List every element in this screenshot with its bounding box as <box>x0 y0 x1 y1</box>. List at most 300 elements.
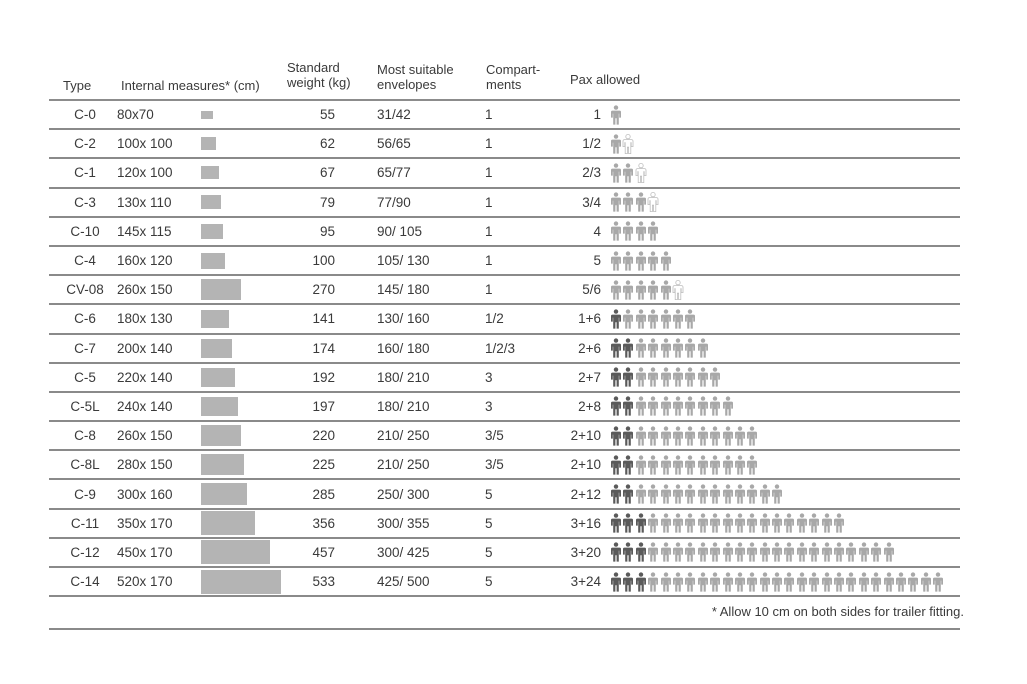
passenger-person-icon <box>771 542 783 562</box>
cell-size-box <box>201 451 291 478</box>
passenger-person-icon <box>684 572 696 592</box>
passenger-person-icon <box>808 542 820 562</box>
passenger-person-icon <box>771 572 783 592</box>
cell-internal-measures: 300x 160 <box>117 486 173 502</box>
passenger-person-icon <box>697 455 709 475</box>
cell-pax-allowed: 2+10 <box>570 457 601 473</box>
cell-compartments: 1/2/3 <box>485 340 516 356</box>
cell-size-box <box>201 480 291 507</box>
passenger-person-icon <box>672 572 684 592</box>
cell-standard-weight: 192 <box>312 369 335 385</box>
passenger-person-icon <box>759 484 771 504</box>
cell-type: C-5 <box>74 369 96 385</box>
passenger-person-icon <box>821 542 833 562</box>
cell-type: C-8L <box>70 457 100 473</box>
cell-standard-weight: 79 <box>319 194 335 210</box>
crew-person-icon <box>622 572 634 592</box>
passenger-person-icon <box>647 426 659 446</box>
table-row <box>49 101 960 130</box>
cell-standard-weight: 67 <box>319 165 335 181</box>
passenger-person-icon <box>734 542 746 562</box>
passenger-person-icon <box>660 426 672 446</box>
cell-compartments: 5 <box>485 574 493 590</box>
cell-standard-weight: 225 <box>312 457 335 473</box>
passenger-person-icon <box>647 396 659 416</box>
passenger-person-icon <box>635 367 647 387</box>
cell-type: C-6 <box>74 311 96 327</box>
size-indicator-box <box>201 253 225 269</box>
passenger-person-icon <box>610 163 622 183</box>
passenger-person-icon <box>660 455 672 475</box>
passenger-person-icon <box>647 367 659 387</box>
passenger-person-icon <box>610 280 622 300</box>
cell-envelopes: 180/ 210 <box>377 369 430 385</box>
header-pax-allowed: Pax allowed <box>570 72 641 87</box>
passenger-person-icon <box>833 542 845 562</box>
passenger-person-icon <box>709 367 721 387</box>
passenger-person-icon <box>759 513 771 533</box>
passenger-person-icon <box>845 572 857 592</box>
cell-internal-measures: 100x 100 <box>117 136 173 152</box>
cell-pax-allowed: 1 <box>593 107 601 123</box>
passenger-person-icon <box>821 513 833 533</box>
cell-internal-measures: 450x 170 <box>117 544 173 560</box>
passenger-person-icon <box>845 542 857 562</box>
crew-person-icon <box>622 542 634 562</box>
cell-pax-icons <box>610 364 970 391</box>
cell-size-box <box>201 130 291 157</box>
passenger-person-icon <box>672 309 684 329</box>
cell-internal-measures: 260x 150 <box>117 428 173 444</box>
cell-standard-weight: 174 <box>312 340 335 356</box>
crew-person-icon <box>622 396 634 416</box>
passenger-person-icon <box>709 572 721 592</box>
passenger-person-icon <box>833 513 845 533</box>
passenger-person-icon <box>647 309 659 329</box>
size-indicator-box <box>201 166 219 179</box>
passenger-person-icon <box>647 542 659 562</box>
cell-size-box <box>201 364 291 391</box>
passenger-person-icon <box>660 396 672 416</box>
cell-pax-allowed: 3+24 <box>570 574 601 590</box>
size-indicator-box <box>201 111 213 119</box>
table-row <box>49 393 960 422</box>
size-indicator-box <box>201 310 229 328</box>
passenger-person-icon <box>622 309 634 329</box>
passenger-person-icon <box>734 513 746 533</box>
crew-person-icon <box>610 542 622 562</box>
cell-standard-weight: 457 <box>312 544 335 560</box>
cell-compartments: 1 <box>485 253 493 269</box>
passenger-person-icon <box>697 338 709 358</box>
passenger-person-icon <box>783 513 795 533</box>
passenger-person-icon <box>697 542 709 562</box>
passenger-person-icon <box>907 572 919 592</box>
cell-envelopes: 210/ 250 <box>377 428 430 444</box>
size-indicator-box <box>201 368 235 387</box>
cell-standard-weight: 95 <box>319 223 335 239</box>
crew-person-icon <box>622 513 634 533</box>
cell-pax-icons <box>610 130 970 157</box>
table-body <box>49 101 960 597</box>
cell-envelopes: 210/ 250 <box>377 457 430 473</box>
cell-pax-icons <box>610 335 970 362</box>
cell-internal-measures: 80x70 <box>117 107 154 123</box>
passenger-person-icon <box>746 513 758 533</box>
cell-internal-measures: 130x 110 <box>117 194 172 210</box>
passenger-person-icon <box>746 426 758 446</box>
table-row <box>49 335 960 364</box>
passenger-person-icon <box>833 572 845 592</box>
cell-internal-measures: 350x 170 <box>117 515 173 531</box>
cell-size-box <box>201 539 291 566</box>
size-indicator-box <box>201 425 241 446</box>
passenger-person-icon <box>796 572 808 592</box>
passenger-person-icon <box>647 280 659 300</box>
cell-type: C-9 <box>74 486 96 502</box>
cell-type: C-7 <box>74 340 96 356</box>
passenger-person-icon <box>895 572 907 592</box>
passenger-person-icon <box>722 513 734 533</box>
cell-size-box <box>201 568 291 595</box>
passenger-person-icon <box>672 484 684 504</box>
passenger-person-icon <box>610 251 622 271</box>
cell-standard-weight: 62 <box>319 136 335 152</box>
cell-type: C-14 <box>70 574 100 590</box>
passenger-person-icon <box>709 542 721 562</box>
size-indicator-box <box>201 279 241 300</box>
cell-compartments: 3 <box>485 369 493 385</box>
cell-size-box <box>201 159 291 186</box>
passenger-person-icon <box>684 542 696 562</box>
passenger-person-icon <box>635 192 647 212</box>
passenger-person-icon <box>660 513 672 533</box>
passenger-person-icon <box>672 426 684 446</box>
footnote: * Allow 10 cm on both sides for trailer fitting. <box>711 604 964 620</box>
table-row <box>49 364 960 393</box>
cell-compartments: 3/5 <box>485 428 504 444</box>
passenger-person-icon <box>647 572 659 592</box>
cell-envelopes: 425/ 500 <box>377 574 430 590</box>
passenger-person-icon <box>771 484 783 504</box>
crew-person-icon <box>610 426 622 446</box>
table-row <box>49 218 960 247</box>
passenger-person-icon <box>635 221 647 241</box>
crew-person-icon <box>622 484 634 504</box>
table-row <box>49 276 960 305</box>
cell-pax-allowed: 2+8 <box>578 398 601 414</box>
cell-pax-allowed: 5/6 <box>582 282 601 298</box>
cell-internal-measures: 120x 100 <box>117 165 173 181</box>
cell-standard-weight: 270 <box>312 282 335 298</box>
passenger-person-icon <box>783 572 795 592</box>
cell-size-box <box>201 305 291 332</box>
cell-compartments: 3 <box>485 398 493 414</box>
cell-pax-icons <box>610 305 970 332</box>
cell-internal-measures: 160x 120 <box>117 253 173 269</box>
cell-internal-measures: 240x 140 <box>117 398 173 414</box>
passenger-person-icon <box>722 455 734 475</box>
cell-pax-icons <box>610 189 970 216</box>
size-indicator-box <box>201 195 221 209</box>
passenger-person-icon <box>746 572 758 592</box>
crew-person-icon <box>635 513 647 533</box>
passenger-person-icon <box>684 513 696 533</box>
cell-pax-allowed: 2/3 <box>582 165 601 181</box>
table-row <box>49 451 960 480</box>
cell-pax-icons <box>610 218 970 245</box>
passenger-person-icon <box>660 572 672 592</box>
cell-envelopes: 56/65 <box>377 136 411 152</box>
crew-person-icon <box>622 426 634 446</box>
table-row <box>49 480 960 509</box>
passenger-person-icon <box>622 251 634 271</box>
passenger-person-icon <box>796 513 808 533</box>
cell-pax-icons <box>610 510 970 537</box>
cell-pax-allowed: 5 <box>593 253 601 269</box>
cell-type: C-4 <box>74 253 96 269</box>
passenger-person-icon <box>709 396 721 416</box>
passenger-person-icon <box>622 280 634 300</box>
passenger-person-icon <box>808 572 820 592</box>
cell-standard-weight: 141 <box>312 311 335 327</box>
table-row <box>49 247 960 276</box>
passenger-person-icon <box>883 572 895 592</box>
cell-envelopes: 180/ 210 <box>377 398 430 414</box>
passenger-person-icon <box>635 280 647 300</box>
passenger-person-icon <box>635 396 647 416</box>
passenger-person-icon <box>684 338 696 358</box>
cell-envelopes: 300/ 425 <box>377 544 430 560</box>
crew-person-icon <box>635 542 647 562</box>
cell-pax-icons <box>610 276 970 303</box>
table-header <box>49 58 960 101</box>
cell-compartments: 1 <box>485 107 493 123</box>
cell-pax-allowed: 1/2 <box>582 136 601 152</box>
passenger-person-icon <box>858 572 870 592</box>
cell-internal-measures: 200x 140 <box>117 340 173 356</box>
passenger-person-icon <box>734 455 746 475</box>
passenger-person-icon <box>746 484 758 504</box>
header-standard-weight: Standard weight (kg) <box>287 60 351 90</box>
passenger-person-icon <box>870 542 882 562</box>
passenger-person-icon <box>635 455 647 475</box>
cell-compartments: 3/5 <box>485 457 504 473</box>
passenger-person-icon <box>722 542 734 562</box>
passenger-person-icon <box>759 572 771 592</box>
cell-envelopes: 300/ 355 <box>377 515 430 531</box>
passenger-person-icon <box>722 484 734 504</box>
cell-type: C-1 <box>74 165 96 181</box>
passenger-person-icon <box>697 513 709 533</box>
passenger-person-icon <box>709 484 721 504</box>
cell-compartments: 1/2 <box>485 311 504 327</box>
cell-internal-measures: 280x 150 <box>117 457 173 473</box>
crew-person-icon <box>610 484 622 504</box>
cell-pax-icons <box>610 101 970 128</box>
crew-person-icon <box>610 572 622 592</box>
cell-pax-icons <box>610 247 970 274</box>
cell-compartments: 5 <box>485 544 493 560</box>
passenger-person-icon <box>660 338 672 358</box>
crew-person-icon <box>610 455 622 475</box>
crew-person-icon <box>635 572 647 592</box>
passenger-person-icon <box>660 484 672 504</box>
crew-person-icon <box>622 367 634 387</box>
cell-pax-icons <box>610 480 970 507</box>
cell-pax-allowed: 2+10 <box>570 428 601 444</box>
crew-person-icon <box>610 396 622 416</box>
table-row <box>49 510 960 539</box>
table-row <box>49 159 960 188</box>
passenger-person-icon <box>647 221 659 241</box>
cell-pax-icons <box>610 159 970 186</box>
passenger-person-icon <box>709 426 721 446</box>
cell-size-box <box>201 510 291 537</box>
cell-size-box <box>201 189 291 216</box>
passenger-person-icon <box>622 192 634 212</box>
cell-pax-allowed: 1+6 <box>578 311 601 327</box>
passenger-person-icon <box>647 251 659 271</box>
passenger-person-icon <box>932 572 944 592</box>
passenger-person-icon <box>684 426 696 446</box>
cell-envelopes: 130/ 160 <box>377 311 430 327</box>
cell-type: CV-08 <box>66 282 104 298</box>
table-row <box>49 189 960 218</box>
cell-standard-weight: 55 <box>319 107 335 123</box>
optional-person-icon <box>622 134 634 154</box>
cell-type: C-12 <box>70 544 100 560</box>
passenger-person-icon <box>660 280 672 300</box>
passenger-person-icon <box>746 542 758 562</box>
passenger-person-icon <box>672 542 684 562</box>
size-indicator-box <box>201 483 247 505</box>
table-row <box>49 568 960 597</box>
passenger-person-icon <box>684 396 696 416</box>
passenger-person-icon <box>610 221 622 241</box>
passenger-person-icon <box>672 367 684 387</box>
cell-envelopes: 77/90 <box>377 194 411 210</box>
cell-standard-weight: 356 <box>312 515 335 531</box>
table-footer <box>49 597 964 630</box>
cell-type: C-0 <box>74 107 96 123</box>
cell-compartments: 1 <box>485 194 493 210</box>
passenger-person-icon <box>734 572 746 592</box>
cell-pax-allowed: 3/4 <box>582 194 601 210</box>
passenger-person-icon <box>734 426 746 446</box>
cell-pax-icons <box>610 393 970 420</box>
passenger-person-icon <box>746 455 758 475</box>
passenger-person-icon <box>647 455 659 475</box>
passenger-person-icon <box>870 572 882 592</box>
basket-spec-table <box>49 58 964 630</box>
crew-person-icon <box>622 338 634 358</box>
cell-size-box <box>201 101 291 128</box>
passenger-person-icon <box>697 572 709 592</box>
passenger-person-icon <box>709 455 721 475</box>
cell-pax-allowed: 2+7 <box>578 369 601 385</box>
passenger-person-icon <box>796 542 808 562</box>
size-indicator-box <box>201 540 270 564</box>
passenger-person-icon <box>660 542 672 562</box>
cell-pax-icons <box>610 422 970 449</box>
passenger-person-icon <box>635 251 647 271</box>
passenger-person-icon <box>808 513 820 533</box>
passenger-person-icon <box>622 221 634 241</box>
cell-size-box <box>201 422 291 449</box>
cell-standard-weight: 220 <box>312 428 335 444</box>
header-compartments: Compart- ments <box>486 62 541 92</box>
cell-standard-weight: 285 <box>312 486 335 502</box>
cell-pax-allowed: 3+20 <box>570 544 601 560</box>
passenger-person-icon <box>920 572 932 592</box>
cell-envelopes: 31/42 <box>377 107 411 123</box>
cell-envelopes: 105/ 130 <box>377 253 430 269</box>
passenger-person-icon <box>722 572 734 592</box>
table-row <box>49 422 960 451</box>
cell-size-box <box>201 276 291 303</box>
cell-standard-weight: 533 <box>312 574 335 590</box>
cell-pax-allowed: 3+16 <box>570 515 601 531</box>
cell-compartments: 1 <box>485 282 493 298</box>
passenger-person-icon <box>647 338 659 358</box>
passenger-person-icon <box>610 134 622 154</box>
cell-internal-measures: 260x 150 <box>117 282 173 298</box>
size-indicator-box <box>201 511 255 535</box>
size-indicator-box <box>201 224 223 239</box>
cell-size-box <box>201 247 291 274</box>
cell-compartments: 1 <box>485 223 493 239</box>
header-type: Type <box>63 78 92 93</box>
cell-internal-measures: 145x 115 <box>117 223 172 239</box>
passenger-person-icon <box>771 513 783 533</box>
passenger-person-icon <box>672 338 684 358</box>
crew-person-icon <box>610 338 622 358</box>
cell-compartments: 5 <box>485 486 493 502</box>
passenger-person-icon <box>734 484 746 504</box>
header-envelopes: Most suitable envelopes <box>377 62 454 92</box>
size-indicator-box <box>201 137 216 150</box>
table-row <box>49 539 960 568</box>
passenger-person-icon <box>660 309 672 329</box>
table-row <box>49 130 960 159</box>
optional-person-icon <box>647 192 659 212</box>
crew-person-icon <box>610 513 622 533</box>
passenger-person-icon <box>684 367 696 387</box>
passenger-person-icon <box>635 426 647 446</box>
passenger-person-icon <box>635 309 647 329</box>
passenger-person-icon <box>684 484 696 504</box>
cell-type: C-8 <box>74 428 96 444</box>
passenger-person-icon <box>672 513 684 533</box>
passenger-person-icon <box>684 309 696 329</box>
cell-compartments: 1 <box>485 165 493 181</box>
cell-pax-allowed: 2+6 <box>578 340 601 356</box>
cell-pax-icons <box>610 539 970 566</box>
cell-pax-allowed: 4 <box>593 223 601 239</box>
passenger-person-icon <box>635 484 647 504</box>
passenger-person-icon <box>759 542 771 562</box>
size-indicator-box <box>201 570 281 594</box>
cell-size-box <box>201 218 291 245</box>
cell-internal-measures: 180x 130 <box>117 311 173 327</box>
cell-standard-weight: 100 <box>312 253 335 269</box>
cell-pax-icons <box>610 568 970 595</box>
cell-pax-allowed: 2+12 <box>570 486 601 502</box>
cell-type: C-10 <box>70 223 100 239</box>
crew-person-icon <box>622 455 634 475</box>
cell-compartments: 1 <box>485 136 493 152</box>
